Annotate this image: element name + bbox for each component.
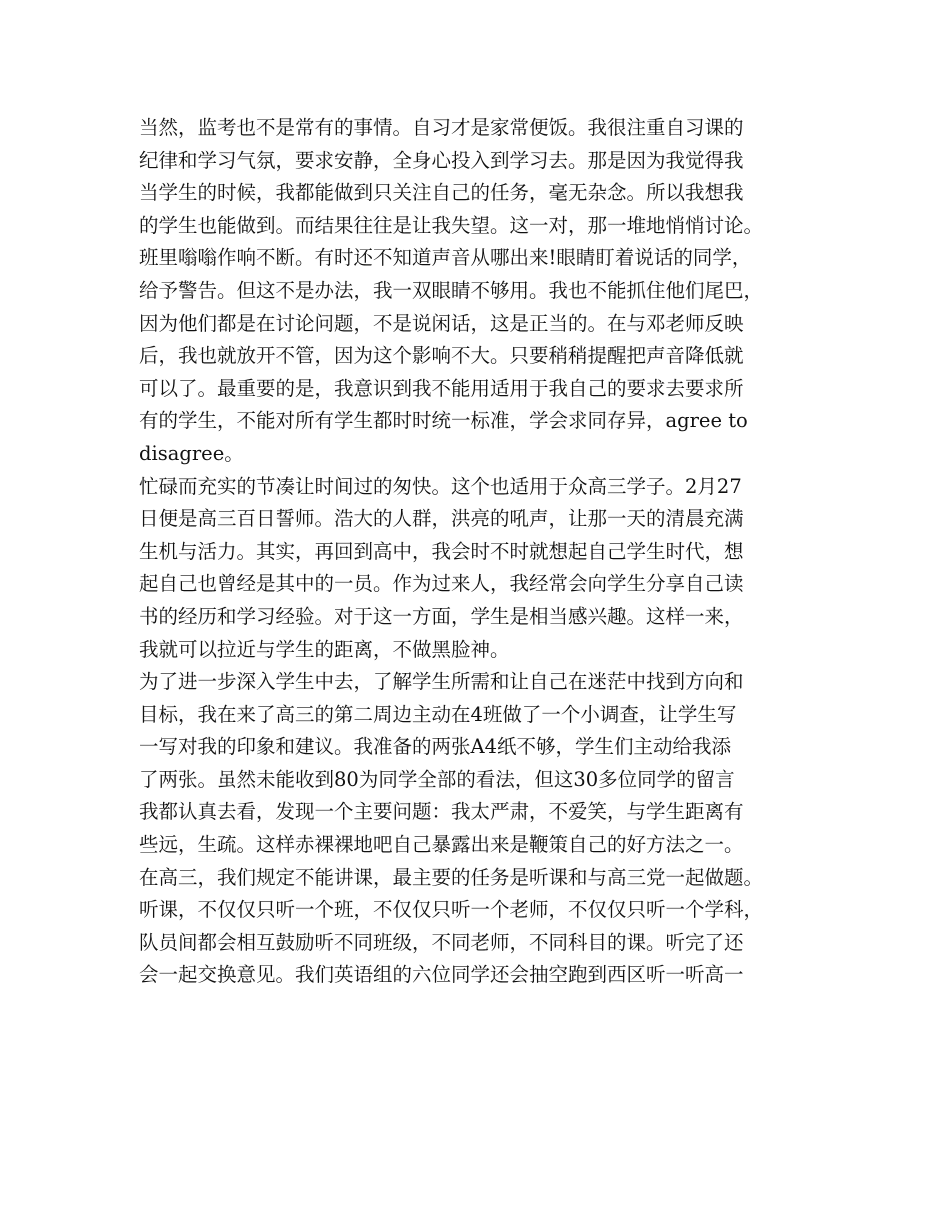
text-line: 会一起交换意见。我们英语组的六位同学还会抽空跑到西区听一听高一 (139, 963, 744, 987)
body-text (139, 112, 829, 992)
text-line: 队员间都会相互鼓励听不同班级，不同老师，不同科目的课。听完了还 (139, 930, 744, 954)
text-line: 纪律和学习气氛，要求安静，全身心投入到学习去。那是因为我觉得我 (139, 148, 744, 172)
text-line: 些远，生疏。这样赤裸裸地吧自己暴露出来是鞭策自己的好方法之一。 (139, 833, 744, 857)
text-line: 当学生的时候，我都能做到只关注自己的任务，毫无杂念。所以我想我 (139, 181, 744, 205)
text-line: 起自己也曾经是其中的一员。作为过来人，我经常会向学生分享自己读 (139, 572, 744, 596)
text-line: 我都认真去看，发现一个主要问题：我太严肃，不爱笑，与学生距离有 (139, 800, 744, 824)
text-line: 给予警告。但这不是办法，我一双眼睛不够用。我也不能抓住他们尾巴， (139, 278, 764, 302)
text-line: 班里嗡嗡作响不断。有时还不知道声音从哪出来!眼睛盯着说话的同学， (139, 246, 752, 270)
text-line: 在高三，我们规定不能讲课，最主要的任务是听课和与高三党一起做题。 (139, 865, 764, 889)
text-line: 的学生也能做到。而结果往往是让我失望。这一对，那一堆地悄悄讨论。 (139, 213, 764, 237)
text-line: 当然，监考也不是常有的事情。自习才是家常便饭。我很注重自习课的 (139, 116, 744, 139)
text-line: 日便是高三百日誓师。浩大的人群，洪亮的吼声，让那一天的清晨充满 (139, 507, 744, 531)
text-line: 忙碌而充实的节凑让时间过的匆快。这个也适用于众高三学子。2月27 (139, 474, 742, 498)
text-line: 了两张。虽然未能收到80为同学全部的看法，但这30多位同学的留言 (139, 767, 735, 791)
text-line: 我就可以拉近与学生的距离，不做黑脸神。 (139, 637, 510, 661)
text-line: 可以了。最重要的是，我意识到我不能用适用于我自己的要求去要求所 (139, 376, 744, 400)
text-line: 为了进一步深入学生中去，了解学生所需和让自己在迷茫中找到方向和 (139, 670, 744, 694)
text-line: 一写对我的印象和建议。我准备的两张A4纸不够，学生们主动给我添 (139, 735, 731, 759)
text-line: 生机与活力。其实，再回到高中，我会时不时就想起自己学生时代，想 (139, 539, 744, 563)
text-line: 目标，我在来了高三的第二周边主动在4班做了一个小调查，让学生写 (139, 702, 737, 726)
text-line: 有的学生，不能对所有学生都时时统一标准，学会求同存异，agree to (139, 409, 748, 433)
text-line: 因为他们都是在讨论问题，不是说闲话，这是正当的。在与邓老师反映 (139, 311, 744, 335)
text-line: 书的经历和学习经验。对于这一方面，学生是相当感兴趣。这样一来， (139, 604, 744, 628)
text-line: 后，我也就放开不管，因为这个影响不大。只要稍稍提醒把声音降低就 (139, 344, 744, 368)
text-line: disagree。 (139, 441, 244, 465)
text-line: 听课，不仅仅只听一个班，不仅仅只听一个老师，不仅仅只听一个学科， (139, 898, 764, 922)
